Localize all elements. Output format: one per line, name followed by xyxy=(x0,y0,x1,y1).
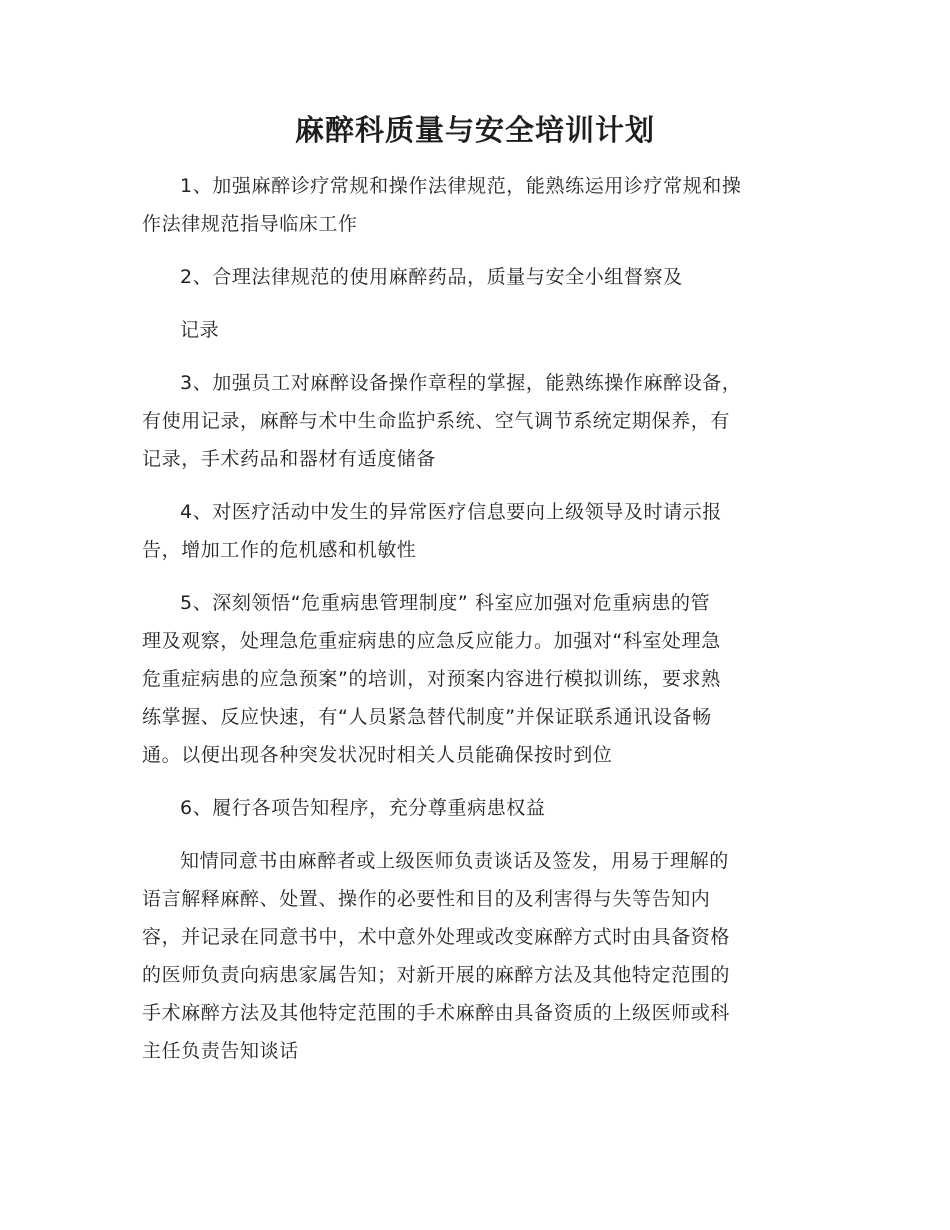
paragraph-4 xyxy=(142,364,807,478)
paragraph-line: 作法律规范指导临床工作 xyxy=(142,213,358,235)
paragraph-line: 2、合理法律规范的使用麻醉药品，质量与安全小组督察及 xyxy=(180,266,683,288)
paragraph-line: 3、加强员工对麻醉设备操作章程的掌握，能熟练操作麻醉设备， xyxy=(180,372,742,394)
paragraph-line: 通。以便出现各种突发状况时相关人员能确保按时到位 xyxy=(142,744,613,766)
paragraph-line: 告，增加工作的危机感和机敏性 xyxy=(142,539,417,561)
paragraph-2 xyxy=(142,258,807,296)
paragraph-3 xyxy=(142,311,807,349)
paragraph-line: 1、加强麻醉诊疗常规和操作法律规范，能熟练运用诊疗常规和操 xyxy=(180,175,742,197)
paragraph-line: 记录，手术药品和器材有适度储备 xyxy=(142,448,437,470)
paragraph-line: 主任负责告知谈话 xyxy=(142,1040,299,1062)
paragraph-line: 危重症病患的应急预案”的培训，对预案内容进行模拟训练，要求熟 xyxy=(142,668,721,690)
paragraph-7 xyxy=(142,789,807,827)
paragraph-line: 有使用记录，麻醉与术中生命监护系统、空气调节系统定期保养，有 xyxy=(142,410,731,432)
paragraph-line: 理及观察，处理急危重症病患的应急反应能力。加强对“科室处理急 xyxy=(142,630,721,652)
document-body xyxy=(142,167,807,1085)
paragraph-line: 记录 xyxy=(180,319,220,341)
paragraph-5 xyxy=(142,493,807,569)
paragraph-1 xyxy=(142,167,807,243)
paragraph-line: 容，并记录在同意书中，术中意外处理或改变麻醉方式时由具备资格 xyxy=(142,926,731,948)
paragraph-line: 知情同意书由麻醉者或上级医师负责谈话及签发，用易于理解的 xyxy=(180,850,729,872)
paragraph-line: 的医师负责向病患家属告知；对新开展的麻醉方法及其他特定范围的 xyxy=(142,964,731,986)
paragraph-6 xyxy=(142,584,807,774)
paragraph-line: 5、深刻领悟“危重病患管理制度” 科室应加强对危重病患的管 xyxy=(180,592,711,614)
paragraph-line: 4、对医疗活动中发生的异常医疗信息要向上级领导及时请示报 xyxy=(180,501,722,523)
paragraph-8 xyxy=(142,842,807,1070)
paragraph-line: 6、履行各项告知程序，充分尊重病患权益 xyxy=(180,797,546,819)
document-title: 麻醉科质量与安全培训计划 xyxy=(294,113,655,147)
paragraph-line: 手术麻醉方法及其他特定范围的手术麻醉由具备资质的上级医师或科 xyxy=(142,1002,731,1024)
paragraph-line: 语言解释麻醉、处置、操作的必要性和目的及利害得与失等告知内 xyxy=(142,888,711,910)
paragraph-line: 练掌握、反应快速，有“人员紧急替代制度”并保证联系通讯设备畅 xyxy=(142,706,712,728)
